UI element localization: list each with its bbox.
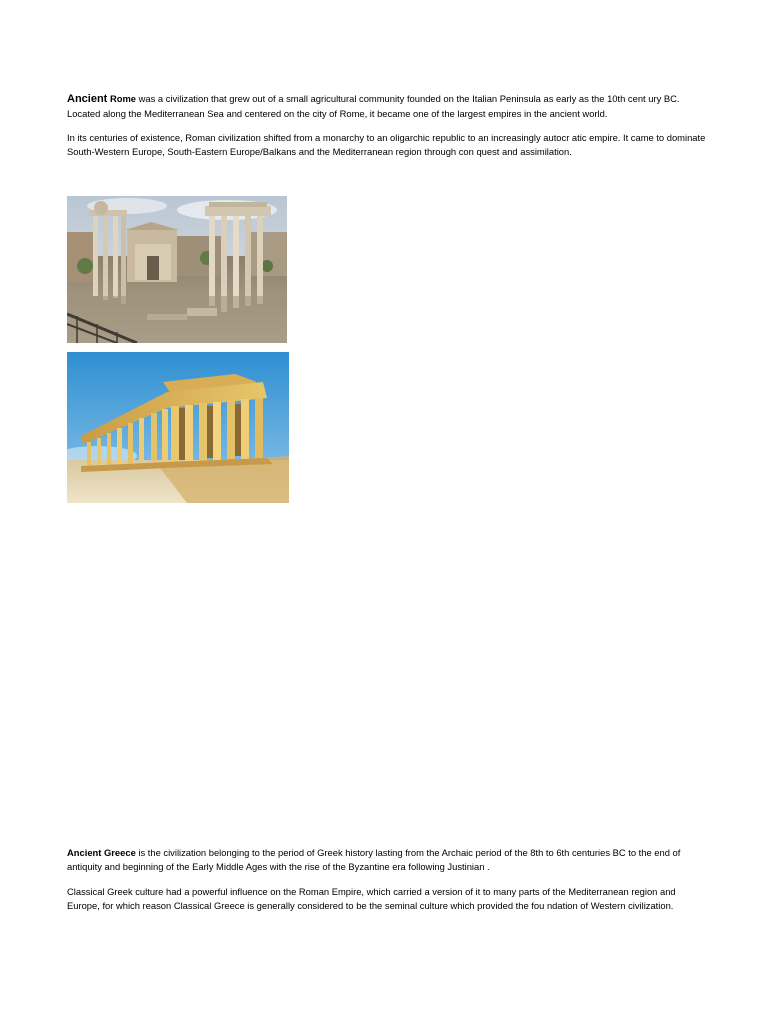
- rome-lead-bold: Rome: [109, 93, 136, 104]
- greece-paragraph-1-text: is the civilization belonging to the period of Greek history lasting from the Archaic period of the 8th to 6th centuries BC to the end of antiquity and beginning of the Early Middle Ages with the rise of the Byzantine era following Justinian .: [67, 847, 681, 872]
- rome-paragraph-1-text: was a civilization that grew out of a small agricultural community founded on the Italian Peninsula as early as the 10th cent ury BC. Located along the Mediterranean Sea and centered on the city of Rome, it became one of the largest empires in the ancient world.: [67, 93, 680, 119]
- roman-forum-photo: [67, 196, 287, 343]
- rome-paragraph-2: In its centuries of existence, Roman civilization shifted from a monarchy to an oligarchic republic to an increasingly autocr atic empire. It came to dominate South-Western Europe, South-Eastern Europe/Balkans and the Mediterranean region through con quest and assimilation.: [67, 132, 706, 157]
- parthenon-photo: [67, 352, 289, 503]
- roman-forum-illustration: [67, 196, 287, 343]
- greece-paragraph-1: [67, 846, 707, 873]
- greece-paragraph-2: Classical Greek culture had a powerful influence on the Roman Empire, which carried a version of it to many parts of the Mediterranean region and Europe, for which reason Classical Greece is generally considered to be the seminal culture which provided the fou ndation of Western civilization.: [67, 886, 676, 911]
- parthenon-illustration: [67, 352, 289, 503]
- greece-lead-bold: Ancient Greece: [67, 847, 136, 858]
- rome-paragraph-1: [67, 92, 707, 120]
- rome-lead-word: Ancient: [67, 93, 108, 105]
